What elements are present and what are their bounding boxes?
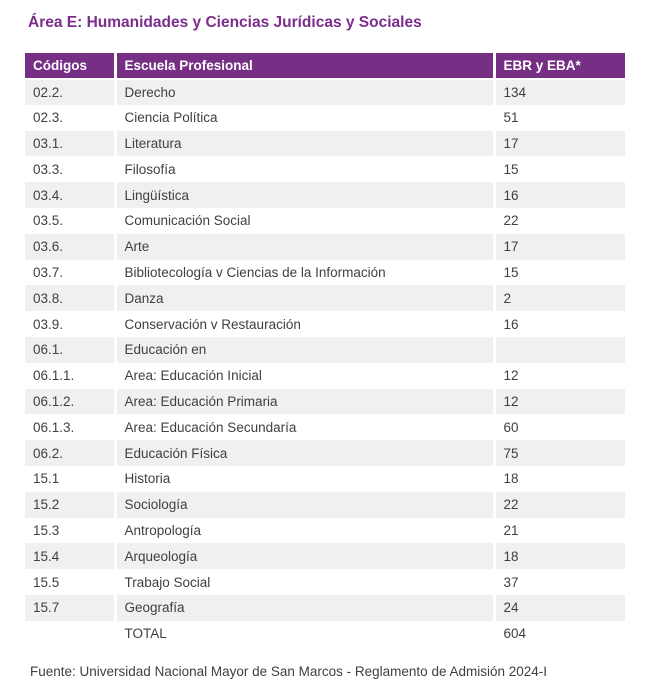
column-header-escuela-profesional: Escuela Profesional	[115, 53, 494, 79]
value-cell: 15	[494, 156, 625, 182]
school-cell: Educación en	[115, 337, 494, 363]
school-cell: Ciencia Política	[115, 105, 494, 131]
table-row	[25, 79, 625, 105]
table-container	[25, 53, 625, 647]
value-cell: 134	[494, 79, 625, 105]
value-cell: 2	[494, 285, 625, 311]
code-cell: 15.2	[25, 492, 115, 518]
code-cell: 02.3.	[25, 105, 115, 131]
code-cell: 03.9.	[25, 311, 115, 337]
table-row	[25, 414, 625, 440]
value-cell: 17	[494, 131, 625, 157]
value-cell: 16	[494, 182, 625, 208]
value-cell: 37	[494, 569, 625, 595]
value-cell: 16	[494, 311, 625, 337]
table-row	[25, 363, 625, 389]
table-row	[25, 389, 625, 415]
value-cell: 15	[494, 260, 625, 286]
code-cell: 02.2.	[25, 79, 115, 105]
value-cell: 24	[494, 595, 625, 621]
admission-table	[25, 53, 625, 647]
school-cell: Filosofía	[115, 156, 494, 182]
table-row	[25, 518, 625, 544]
table-row	[25, 208, 625, 234]
code-cell: 15.4	[25, 543, 115, 569]
code-cell: 03.8.	[25, 285, 115, 311]
table-row	[25, 311, 625, 337]
school-cell: Historia	[115, 466, 494, 492]
column-header-ebr-eba: EBR y EBA*	[494, 53, 625, 79]
value-cell: 21	[494, 518, 625, 544]
table-row	[25, 260, 625, 286]
school-cell: Derecho	[115, 79, 494, 105]
code-cell: 15.5	[25, 569, 115, 595]
value-cell: 51	[494, 105, 625, 131]
code-cell: 06.1.3.	[25, 414, 115, 440]
school-cell: Arqueología	[115, 543, 494, 569]
value-cell: 18	[494, 543, 625, 569]
school-cell: Antropología	[115, 518, 494, 544]
code-cell: 03.5.	[25, 208, 115, 234]
table-row	[25, 595, 625, 621]
table-row	[25, 466, 625, 492]
school-cell: Arte	[115, 234, 494, 260]
school-cell: Lingüística	[115, 182, 494, 208]
school-cell: Educación Física	[115, 440, 494, 466]
code-cell: 06.1.	[25, 337, 115, 363]
school-cell: Bibliotecología v Ciencias de la Información	[115, 260, 494, 286]
table-row	[25, 337, 625, 363]
school-cell: Geografía	[115, 595, 494, 621]
value-cell: 22	[494, 492, 625, 518]
code-cell: 15.3	[25, 518, 115, 544]
table-row	[25, 182, 625, 208]
value-cell: 18	[494, 466, 625, 492]
table-row	[25, 492, 625, 518]
table-row	[25, 543, 625, 569]
source-footer: Fuente: Universidad Nacional Mayor de San Marcos - Reglamento de Admisión 2024-I	[30, 663, 548, 679]
school-cell: Danza	[115, 285, 494, 311]
school-cell: Area: Educación Primaria	[115, 389, 494, 415]
school-cell: Sociología	[115, 492, 494, 518]
code-cell	[25, 621, 115, 647]
value-cell	[494, 337, 625, 363]
code-cell: 06.1.1.	[25, 363, 115, 389]
value-cell: 604	[494, 621, 625, 647]
column-header-codigos: Códigos	[25, 53, 115, 79]
table-header	[25, 53, 625, 79]
code-cell: 03.4.	[25, 182, 115, 208]
table-body	[25, 79, 625, 647]
table-row	[25, 105, 625, 131]
value-cell: 17	[494, 234, 625, 260]
table-row	[25, 156, 625, 182]
code-cell: 03.7.	[25, 260, 115, 286]
table-row	[25, 569, 625, 595]
code-cell: 03.1.	[25, 131, 115, 157]
value-cell: 22	[494, 208, 625, 234]
value-cell: 12	[494, 363, 625, 389]
school-cell: Area: Educación Inicial	[115, 363, 494, 389]
code-cell: 03.6.	[25, 234, 115, 260]
school-cell: Trabajo Social	[115, 569, 494, 595]
table-row	[25, 285, 625, 311]
school-cell: Comunicación Social	[115, 208, 494, 234]
table-row	[25, 621, 625, 647]
value-cell: 75	[494, 440, 625, 466]
value-cell: 12	[494, 389, 625, 415]
table-header-row	[25, 53, 625, 79]
school-cell: Literatura	[115, 131, 494, 157]
table-row	[25, 440, 625, 466]
table-row	[25, 131, 625, 157]
code-cell: 03.3.	[25, 156, 115, 182]
code-cell: 15.1	[25, 466, 115, 492]
page-title: Área E: Humanidades y Ciencias Jurídicas y Sociales	[28, 14, 422, 31]
school-cell: Conservación v Restauración	[115, 311, 494, 337]
school-cell: Area: Educación Secundaría	[115, 414, 494, 440]
code-cell: 15.7	[25, 595, 115, 621]
code-cell: 06.2.	[25, 440, 115, 466]
school-cell: TOTAL	[115, 621, 494, 647]
table-row	[25, 234, 625, 260]
value-cell: 60	[494, 414, 625, 440]
code-cell: 06.1.2.	[25, 389, 115, 415]
